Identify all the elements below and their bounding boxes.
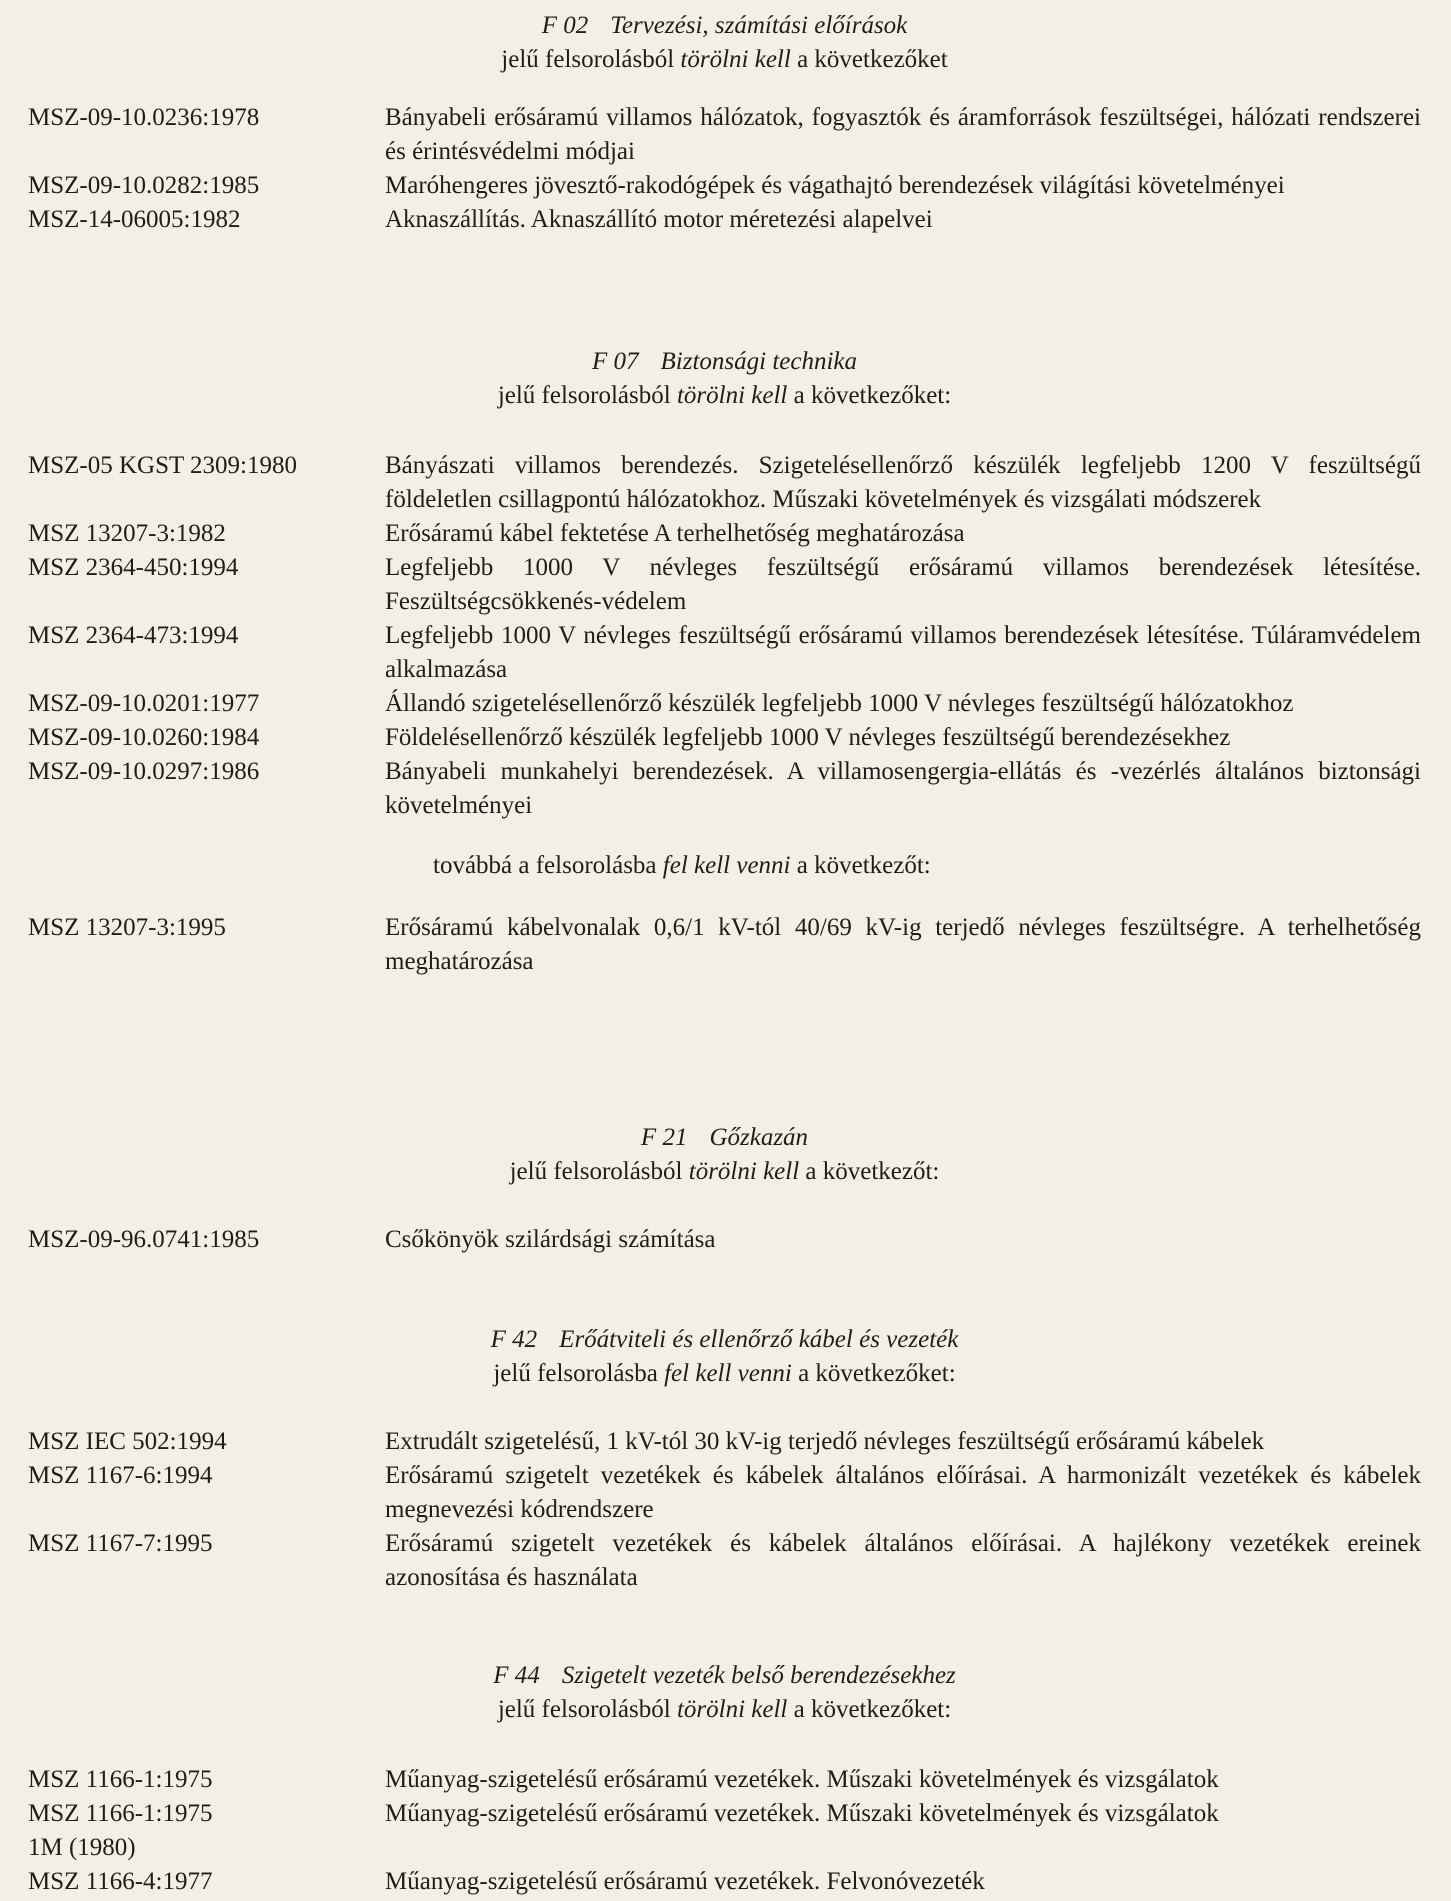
standard-title: Maróhengeres jövesztő-rakodógépek és vágathajtó berendezések világítási követelményei — [385, 172, 1285, 199]
standard-title: Műanyag-szigetelésű erősáramú vezetékek. Felvonóvezeték — [385, 1868, 985, 1895]
standard-code: MSZ-09-10.0260:1984 — [28, 724, 260, 751]
standard-row — [28, 619, 1421, 687]
standard-title: Műanyag-szigetelésű erősáramú vezetékek. Műszaki követelmények és vizsgálatok — [385, 1766, 1219, 1793]
instruction-emphasis: törölni kell — [680, 46, 791, 73]
standard-row — [28, 1459, 1421, 1527]
standards-list — [28, 1763, 1421, 1899]
section-code: F 02 — [541, 12, 589, 39]
standard-code: MSZ-09-10.0236:1978 — [28, 104, 260, 131]
addition-instruction — [28, 849, 1421, 883]
section-instruction — [28, 1357, 1421, 1391]
section-code: F 42 — [490, 1326, 538, 1353]
standard-code: MSZ 2364-450:1994 — [28, 554, 239, 581]
section-title-text: Tervezési, számítási előírások — [610, 12, 908, 39]
section-title — [28, 1121, 1421, 1155]
standard-code: MSZ-09-96.0741:1985 — [28, 1226, 260, 1253]
standard-code: MSZ-09-10.0282:1985 — [28, 172, 260, 199]
standard-title: Aknaszállítás. Aknaszállító motor méretezési alapelvei — [385, 206, 933, 233]
instruction-suffix: a következőt: — [790, 852, 931, 879]
instruction-emphasis: törölni kell — [676, 1696, 788, 1723]
standard-title: Extrudált szigetelésű, 1 kV-tól 30 kV-ig terjedő névleges feszültségű erősáramú kábelek — [385, 1428, 1265, 1455]
standard-row — [28, 1527, 1421, 1595]
standard-code: MSZ 1167-7:1995 — [28, 1530, 213, 1557]
instruction-suffix: a következőt: — [799, 1158, 940, 1185]
standards-list — [28, 449, 1421, 823]
instruction-prefix: jelű felsorolásból — [501, 46, 681, 73]
standard-code: MSZ 1166-4:1977 — [28, 1868, 213, 1895]
standard-row — [28, 1425, 1421, 1459]
standard-title: Bányászati villamos berendezés. Szigetelésellenőrző készülék legfeljebb 1200 V feszültségű földeletlen csillagpontú hálózatokhoz. Műszaki követelmények és vizsgálati módszerek — [385, 452, 1421, 513]
instruction-suffix: a következőket: — [787, 382, 952, 409]
standard-row — [28, 551, 1421, 619]
section-title-text: Biztonsági technika — [660, 348, 858, 375]
instruction-emphasis: fel kell venni — [662, 852, 791, 879]
standard-code: MSZ-14-06005:1982 — [28, 206, 241, 233]
section-title — [28, 1323, 1421, 1357]
standards-list — [28, 101, 1421, 237]
section-title — [28, 1659, 1421, 1693]
section-title-text: Erőátviteli és ellenőrző kábel és vezeték — [559, 1326, 959, 1353]
standard-title: Erősáramú kábelvonalak 0,6/1 kV-tól 40/69 kV-ig terjedő névleges feszültségre. A terhelhetőség meghatározása — [385, 914, 1421, 975]
instruction-emphasis: törölni kell — [676, 382, 788, 409]
instruction-prefix: továbbá a felsorolásba — [433, 852, 663, 879]
standard-code: MSZ-09-10.0201:1977 — [28, 690, 260, 717]
standard-title: Legfeljebb 1000 V névleges feszültségű erősáramú villamos berendezések létesítése. Túláramvédelem alkalmazása — [385, 622, 1421, 683]
instruction-suffix: a következőket: — [787, 1696, 952, 1723]
instruction-emphasis: törölni kell — [688, 1158, 800, 1185]
standard-title: Csőkönyök szilárdsági számítása — [385, 1226, 716, 1253]
section-f42 — [28, 1323, 1421, 1595]
standard-code: MSZ 1167-6:1994 — [28, 1462, 213, 1489]
standards-list — [28, 1223, 1421, 1257]
standard-row — [28, 449, 1421, 517]
standard-title: Legfeljebb 1000 V névleges feszültségű erősáramú villamos berendezések létesítése. Feszültségcsökkenés-védelem — [385, 554, 1421, 615]
section-title — [28, 345, 1421, 379]
section-f02 — [28, 9, 1421, 237]
standard-code: MSZ 13207-3:1995 — [28, 914, 226, 941]
section-code: F 44 — [493, 1662, 540, 1689]
standard-row — [28, 755, 1421, 823]
section-instruction — [28, 1693, 1421, 1727]
section-instruction — [28, 1155, 1421, 1189]
standard-code: MSZ 1166-1:1975 1M (1980) — [28, 1800, 213, 1861]
standard-row — [28, 203, 1421, 237]
standard-title: Állandó szigetelésellenőrző készülék legfeljebb 1000 V névleges feszültségű hálózatokhoz — [385, 690, 1294, 717]
standard-row — [28, 721, 1421, 755]
standard-code: MSZ 2364-473:1994 — [28, 622, 239, 649]
section-f07 — [28, 345, 1421, 979]
standard-title: Bányabeli munkahelyi berendezések. A villamosengergia-ellátás és -vezérlés általános biztonsági követelményei — [385, 758, 1421, 819]
instruction-emphasis: fel kell venni — [664, 1360, 792, 1387]
section-instruction — [28, 43, 1421, 77]
standard-title: Erősáramú kábel fektetése A terhelhetőség meghatározása — [385, 520, 965, 547]
standard-title: Erősáramú szigetelt vezetékek és kábelek általános előírásai. A hajlékony vezetékek ereinek azonosítása és használata — [385, 1530, 1421, 1591]
standard-title: Műanyag-szigetelésű erősáramú vezetékek. Műszaki követelmények és vizsgálatok — [385, 1800, 1219, 1827]
section-title-text: Szigetelt vezeték belső berendezésekhez — [561, 1662, 956, 1689]
section-instruction — [28, 379, 1421, 413]
section-header — [28, 1323, 1421, 1391]
instruction-prefix: jelű felsorolásba — [493, 1360, 665, 1387]
section-title — [28, 9, 1421, 43]
section-title-text: Gőzkazán — [709, 1124, 809, 1151]
instruction-prefix: jelű felsorolásból — [497, 382, 677, 409]
instruction-suffix: a következőket — [790, 46, 948, 73]
standard-row — [28, 1223, 1421, 1257]
instruction-suffix: a következőket: — [791, 1360, 956, 1387]
standard-row — [28, 911, 1421, 979]
standard-title: Erősáramú szigetelt vezetékek és kábelek általános előírásai. A harmonizált vezetékek és kábelek megnevezési kódrendszere — [385, 1462, 1421, 1523]
standard-code: MSZ-09-10.0297:1986 — [28, 758, 260, 785]
instruction-prefix: jelű felsorolásból — [497, 1696, 677, 1723]
standards-list — [28, 911, 1421, 979]
section-f21 — [28, 1121, 1421, 1257]
section-header — [28, 1121, 1421, 1189]
standard-title: Bányabeli erősáramú villamos hálózatok, fogyasztók és áramforrások feszültségei, hálózati rendszerei és érintésvédelmi módjai — [385, 104, 1421, 165]
standard-code: MSZ IEC 502:1994 — [28, 1428, 227, 1455]
standard-row — [28, 101, 1421, 169]
section-header — [28, 345, 1421, 413]
standard-code: MSZ 13207-3:1982 — [28, 520, 226, 547]
standard-code: MSZ 1166-1:1975 — [28, 1766, 213, 1793]
standards-list — [28, 1425, 1421, 1595]
standard-title: Földelésellenőrző készülék legfeljebb 1000 V névleges feszültségű berendezésekhez — [385, 724, 1231, 751]
instruction-prefix: jelű felsorolásból — [509, 1158, 689, 1185]
standard-row — [28, 687, 1421, 721]
standard-code: MSZ-05 KGST 2309:1980 — [28, 452, 298, 479]
standard-row — [28, 1763, 1421, 1797]
standard-row — [28, 1797, 1421, 1865]
section-code: F 21 — [640, 1124, 688, 1151]
section-f44 — [28, 1659, 1421, 1899]
section-code: F 07 — [591, 348, 639, 375]
section-header — [28, 1659, 1421, 1727]
standard-row — [28, 517, 1421, 551]
standard-row — [28, 169, 1421, 203]
standard-row — [28, 1865, 1421, 1899]
section-header — [28, 9, 1421, 77]
